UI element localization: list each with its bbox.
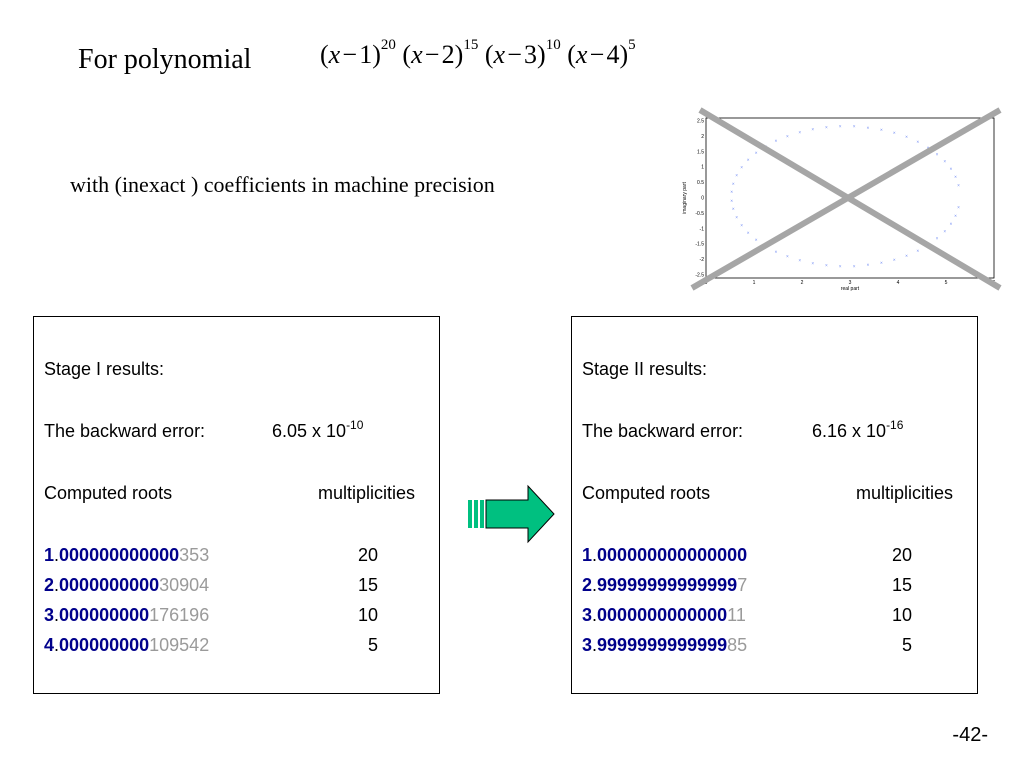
- root-marker: ×: [731, 207, 735, 213]
- root-marker: ×: [949, 222, 953, 228]
- root-integer: 1: [44, 545, 55, 565]
- root-marker: ×: [740, 166, 744, 172]
- factor-2: (x − 2)$^{15}$: [402, 37, 479, 69]
- stage2-heading: Stage II results:: [582, 359, 708, 379]
- multiplicity-value: 15: [357, 575, 378, 595]
- root-row: [44, 605, 209, 626]
- root-integer: 3: [582, 605, 593, 625]
- root-marker: ×: [954, 175, 957, 181]
- root-exact-digits: 0000000000: [59, 575, 160, 595]
- root-marker: ×: [866, 126, 870, 132]
- y-tick-label: -0.5: [695, 210, 704, 217]
- root-inexact-digits: 109542: [149, 635, 210, 655]
- root-marker: ×: [905, 135, 908, 141]
- stage1-roots-header: Computed roots: [44, 483, 173, 503]
- root-marker: ×: [916, 140, 920, 146]
- root-inexact-digits: 176196: [149, 605, 210, 625]
- root-marker: ×: [754, 238, 758, 244]
- multiplicity-value: 15: [891, 575, 912, 595]
- stage1-mult-header: multiplicities: [318, 483, 416, 503]
- root-marker: ×: [731, 182, 735, 188]
- root-dot: .: [592, 605, 598, 625]
- factor-1: (x − 1)$^{20}$: [320, 37, 396, 69]
- root-marker: ×: [730, 199, 734, 205]
- multiplicity-value: 5: [901, 635, 912, 655]
- root-dot: .: [592, 575, 598, 595]
- root-marker: ×: [949, 167, 953, 173]
- stage2-panel: [571, 316, 978, 694]
- root-marker: ×: [740, 223, 744, 229]
- stage1-heading: Stage I results:: [44, 359, 165, 379]
- multiplicity-value: 20: [357, 545, 378, 565]
- y-tick-label: -1.5: [695, 241, 704, 248]
- root-marker: ×: [811, 262, 815, 268]
- root-plot-thumbnail: [670, 104, 1010, 294]
- stage2-roots-header: Computed roots: [582, 483, 711, 503]
- right-arrow-icon: [466, 484, 556, 544]
- root-marker: ×: [954, 214, 957, 220]
- root-marker: ×: [824, 126, 828, 132]
- root-dot: .: [54, 635, 60, 655]
- root-inexact-digits: 30904: [159, 575, 210, 595]
- multiplicity-value: 20: [891, 545, 912, 565]
- multiplicity-value: 10: [891, 605, 912, 625]
- root-marker: ×: [957, 184, 960, 190]
- root-marker: ×: [866, 263, 870, 269]
- y-tick-label: 2: [701, 133, 704, 140]
- root-row: [582, 635, 747, 656]
- root-dot: .: [54, 545, 60, 565]
- y-tick-label: -1: [699, 226, 704, 233]
- root-marker: ×: [735, 215, 739, 221]
- x-tick-label: 4: [896, 280, 900, 286]
- root-marker: ×: [852, 125, 856, 131]
- root-marker: ×: [905, 254, 908, 260]
- root-exact-digits: 9999999999999: [597, 635, 728, 655]
- root-row: [582, 545, 747, 566]
- root-marker: ×: [879, 128, 883, 134]
- plot-ylabel: imaginary part: [682, 182, 688, 214]
- root-row: [582, 575, 747, 596]
- y-tick-label: -2: [699, 257, 704, 264]
- y-tick-label: 2.5: [697, 118, 704, 125]
- root-marker: ×: [746, 231, 750, 237]
- root-integer: 3: [44, 605, 55, 625]
- root-integer: 3: [582, 635, 593, 655]
- root-dot: .: [54, 605, 60, 625]
- root-marker: ×: [785, 134, 789, 140]
- root-marker: ×: [838, 264, 842, 270]
- root-marker: ×: [798, 259, 802, 265]
- y-tick-label: 0.5: [697, 180, 704, 187]
- root-inexact-digits: 85: [727, 635, 748, 655]
- root-marker: ×: [943, 229, 947, 235]
- stage2-mult-header: multiplicities: [856, 483, 954, 503]
- x-tick-label: 1: [752, 280, 756, 286]
- root-marker: ×: [935, 152, 939, 158]
- slide-title: For polynomial: [78, 44, 252, 75]
- root-marker: ×: [935, 237, 939, 243]
- root-exact-digits: 0000000000000: [597, 605, 728, 625]
- root-dot: .: [54, 575, 60, 595]
- root-inexact-digits: 353: [179, 545, 210, 565]
- root-marker: ×: [852, 264, 856, 270]
- root-exact-digits: 000000000: [59, 605, 150, 625]
- y-tick-label: 1.5: [697, 149, 704, 156]
- root-marker: ×: [774, 139, 778, 145]
- y-tick-labels: [695, 119, 704, 279]
- root-marker: ×: [735, 174, 739, 180]
- root-dot: .: [592, 635, 598, 655]
- multiplicity-value: 5: [367, 635, 378, 655]
- root-marker: ×: [754, 151, 758, 157]
- root-integer: 1: [582, 545, 593, 565]
- plot-xlabel: real part: [840, 286, 860, 292]
- factor-3: (x − 3)$^{10}$: [484, 37, 561, 69]
- root-marker: ×: [892, 258, 896, 264]
- root-marker: ×: [838, 125, 842, 131]
- root-marker: ×: [798, 130, 802, 136]
- root-marker: ×: [943, 160, 947, 166]
- root-exact-digits: 000000000: [59, 635, 150, 655]
- stage1-panel: [33, 316, 440, 694]
- root-row: [44, 545, 209, 566]
- y-tick-label: -2.5: [695, 272, 704, 279]
- y-tick-label: 0: [701, 195, 704, 202]
- root-marker: ×: [824, 263, 828, 269]
- root-inexact-digits: 11: [727, 605, 746, 625]
- stage1-error-value: 6.05 x $10^{-10}$: [272, 418, 364, 441]
- root-integer: 2: [44, 575, 55, 595]
- root-marker: ×: [811, 127, 815, 133]
- x-tick-label: 2: [800, 280, 804, 286]
- root-marker: ×: [785, 255, 789, 261]
- root-row: [44, 635, 209, 656]
- root-marker: ×: [879, 261, 883, 267]
- page-number: -42-: [952, 724, 988, 746]
- multiplicity-value: 10: [357, 605, 378, 625]
- root-marker: ×: [957, 205, 960, 211]
- root-exact-digits: 99999999999999: [597, 575, 738, 595]
- root-row: [44, 575, 209, 596]
- root-integer: 4: [44, 635, 55, 655]
- root-exact-digits: 000000000000: [59, 545, 180, 565]
- root-marker: ×: [746, 158, 750, 164]
- stage2-error-value: 6.16 x $10^{-16}$: [812, 418, 904, 441]
- root-marker: ×: [892, 131, 896, 137]
- y-tick-label: 1: [701, 164, 704, 171]
- stage1-error-label: The backward error:: [44, 421, 206, 441]
- stage2-error-label: The backward error:: [582, 421, 744, 441]
- root-marker: ×: [916, 249, 920, 255]
- root-inexact-digits: 7: [737, 575, 748, 595]
- root-exact-digits: 000000000000000: [597, 545, 748, 565]
- root-integer: 2: [582, 575, 593, 595]
- root-row: [582, 605, 746, 626]
- x-tick-label: 5: [944, 280, 948, 286]
- root-marker: ×: [774, 250, 778, 256]
- subtitle: with (inexact ) coefficients in machine precision: [70, 172, 495, 197]
- x-tick-label: 3: [848, 280, 852, 286]
- root-marker: ×: [730, 190, 734, 196]
- polynomial-formula: [320, 37, 636, 70]
- factor-4: (x − 4)$^5$: [567, 37, 636, 69]
- root-dot: .: [592, 545, 598, 565]
